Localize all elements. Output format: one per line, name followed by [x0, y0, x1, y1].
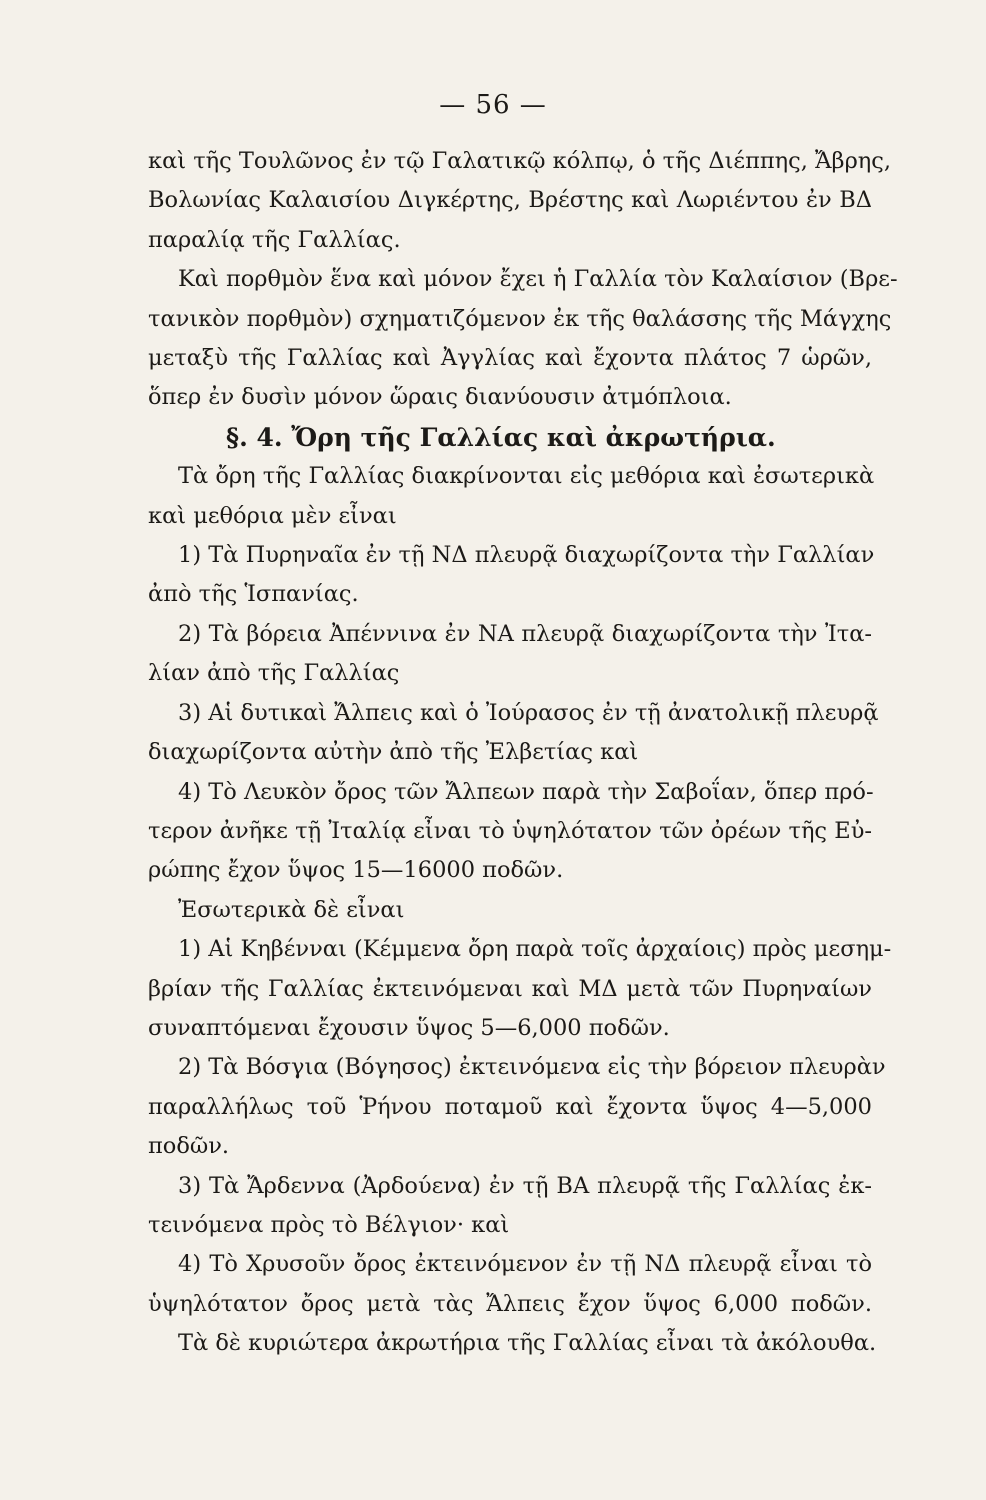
text-line: Βολωνίας Καλαισίου Διγκέρτης, Βρέστης καὶ Λωριέντου ἐν ΒΔ	[148, 187, 872, 214]
text-line: παραλίᾳ τῆς Γαλλίας.	[148, 226, 401, 253]
section-heading: §. 4. Ὄρη τῆς Γαλλίας καὶ ἀκρωτήρια.	[226, 422, 776, 452]
text-line: συναπτόμεναι ἔχουσιν ὕψος 5—6,000 ποδῶν.	[148, 1014, 670, 1041]
text-line: βρίαν τῆς Γαλλίας ἐκτεινόμεναι καὶ ΜΔ μετὰ τῶν Πυρηναίων	[148, 975, 872, 1002]
list-item: 3) Αἱ δυτικαὶ Ἄλπεις καὶ ὁ Ἰούρασος ἐν τῇ ἀνατολικῇ πλευρᾷ	[178, 699, 879, 726]
list-item: 2) Τὰ βόρεια Ἀπέννινα ἐν ΝΑ πλευρᾷ διαχωρίζοντα τὴν Ἰτα-	[178, 620, 872, 647]
text-line: ἀπὸ τῆς Ἱσπανίας.	[148, 581, 359, 608]
subheading-line: Ἐσωτερικὰ δὲ εἶναι	[178, 896, 405, 923]
text-line: ὅπερ ἐν δυσὶν μόνον ὥραις διανύουσιν ἀτμόπλοια.	[148, 384, 732, 411]
text-line: λίαν ἀπὸ τῆς Γαλλίας	[148, 660, 400, 687]
text-line: καὶ τῆς Τουλῶνος ἐν τῷ Γαλατικῷ κόλπῳ, ὁ τῆς Διέππης, Ἄβρης,	[148, 148, 892, 174]
text-line: καὶ μεθόρια μὲν εἶναι	[148, 502, 397, 529]
list-item: 1) Τὰ Πυρηναῖα ἐν τῇ ΝΔ πλευρᾷ διαχωρίζοντα τὴν Γαλλίαν	[178, 542, 875, 569]
list-item: 1) Αἱ Κηβένναι (Κέμμενα ὄρη παρὰ τοῖς ἀρχαίοις) πρὸς μεσημ-	[178, 936, 892, 963]
text-line: ρώπης ἔχον ὕψος 15—16000 ποδῶν.	[148, 857, 564, 884]
text-line: τανικὸν πορθμὸν) σχηματιζόμενον ἐκ τῆς θαλάσσης τῆς Μάγχης	[148, 305, 892, 332]
page-number: — 56 —	[439, 90, 547, 120]
text-line: Τὰ ὄρη τῆς Γαλλίας διακρίνονται εἰς μεθόρια καὶ ἐσωτερικὰ	[178, 463, 875, 490]
list-item: 4) Τὸ Λευκὸν ὄρος τῶν Ἄλπεων παρὰ τὴν Σαβοΐαν, ὅπερ πρό-	[178, 778, 874, 805]
text-line: παραλλήλως τοῦ Ῥήνου ποταμοῦ καὶ ἔχοντα ὕψος 4—5,000	[148, 1093, 872, 1120]
text-line: τερον ἀνῆκε τῇ Ἰταλίᾳ εἶναι τὸ ὑψηλότατον τῶν ὀρέων τῆς Εὐ-	[148, 817, 872, 844]
text-line: Τὰ δὲ κυριώτερα ἀκρωτήρια τῆς Γαλλίας εἶναι τὰ ἀκόλουθα.	[178, 1330, 877, 1357]
text-line: ὑψηλότατον ὄρος μετὰ τὰς Ἄλπεις ἔχον ὕψος 6,000 ποδῶν.	[148, 1290, 872, 1317]
body-text	[148, 142, 898, 1364]
text-line: ποδῶν.	[148, 1133, 230, 1160]
list-item: 2) Τὰ Βόσγια (Βόγησος) ἐκτεινόμενα εἰς τὴν βόρειον πλευρὰν	[178, 1054, 886, 1081]
list-item: 4) Τὸ Χρυσοῦν ὄρος ἐκτεινόμενον ἐν τῇ ΝΔ πλευρᾷ εἶναι τὸ	[178, 1251, 872, 1278]
text-line: Καὶ πορθμὸν ἕνα καὶ μόνον ἔχει ἡ Γαλλία τὸν Καλαίσιον (Βρε-	[178, 266, 898, 293]
text-line: διαχωρίζοντα αὐτὴν ἀπὸ τῆς Ἐλβετίας καὶ	[148, 739, 639, 766]
list-item: 3) Τὰ Ἄρδεννα (Ἀρδούενα) ἐν τῇ ΒΑ πλευρᾷ τῆς Γαλλίας ἐκ-	[178, 1172, 872, 1199]
text-line: τεινόμενα πρὸς τὸ Βέλγιον· καὶ	[148, 1211, 510, 1238]
text-line: μεταξὺ τῆς Γαλλίας καὶ Ἀγγλίας καὶ ἔχοντα πλάτος 7 ὡρῶν,	[148, 345, 872, 372]
